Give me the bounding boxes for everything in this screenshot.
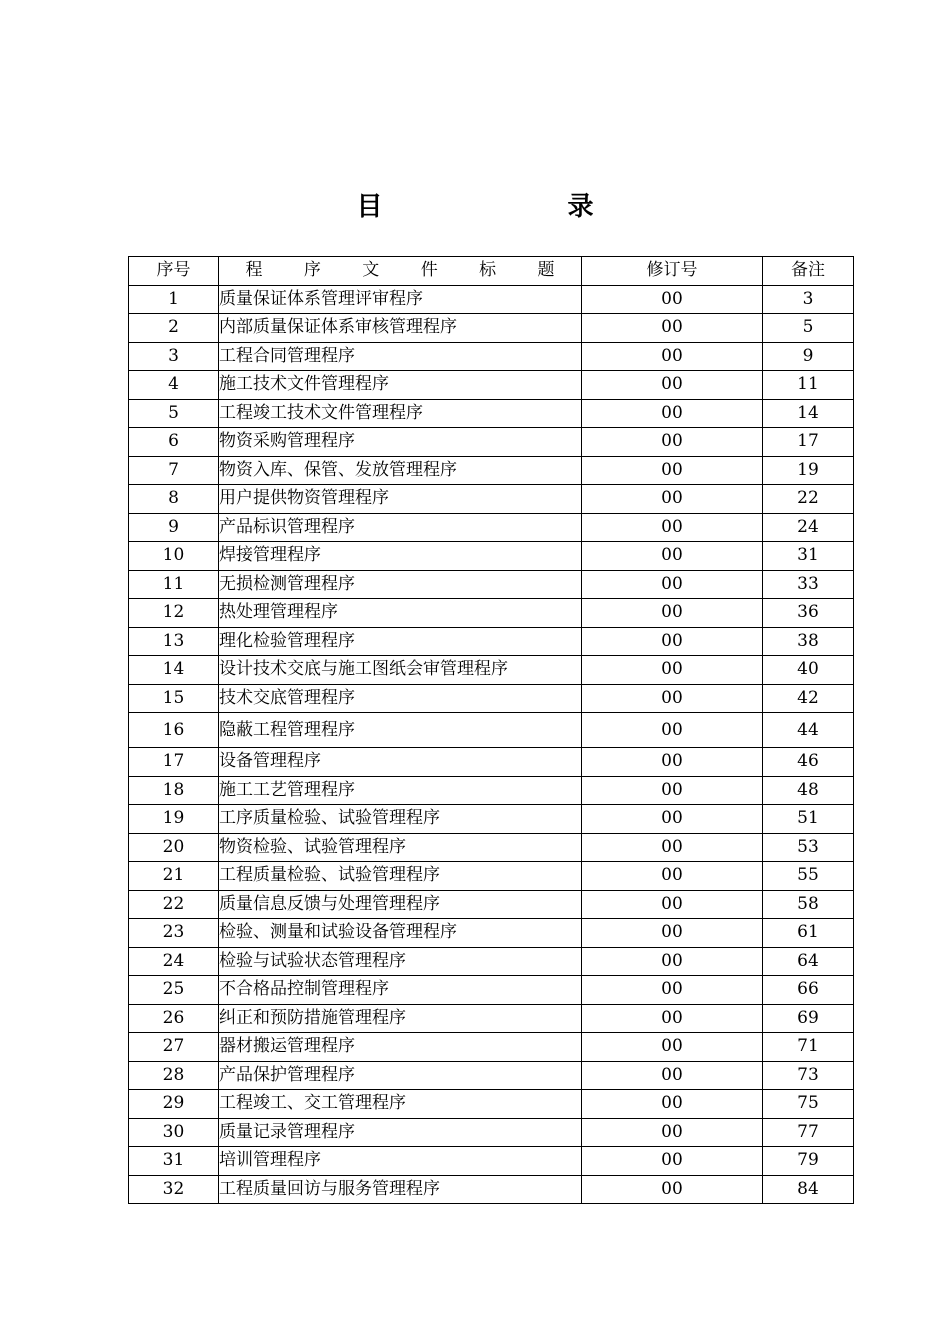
row-note: 48	[763, 776, 854, 805]
table-header-row	[129, 257, 854, 286]
row-revision: 00	[582, 570, 763, 599]
table-row	[129, 399, 854, 428]
row-note: 33	[763, 570, 854, 599]
table-row	[129, 684, 854, 713]
row-title: 质量记录管理程序	[219, 1118, 582, 1147]
row-revision: 00	[582, 684, 763, 713]
row-number: 6	[129, 428, 219, 457]
row-revision: 00	[582, 1004, 763, 1033]
row-number: 18	[129, 776, 219, 805]
row-note: 42	[763, 684, 854, 713]
row-note: 79	[763, 1147, 854, 1176]
row-title: 产品标识管理程序	[219, 513, 582, 542]
row-revision: 00	[582, 1175, 763, 1204]
row-number: 3	[129, 342, 219, 371]
table-row	[129, 748, 854, 777]
table-row	[129, 776, 854, 805]
row-number: 17	[129, 748, 219, 777]
row-number: 31	[129, 1147, 219, 1176]
table-row	[129, 314, 854, 343]
table-row	[129, 1061, 854, 1090]
row-title: 产品保护管理程序	[219, 1061, 582, 1090]
row-title: 焊接管理程序	[219, 542, 582, 571]
row-revision: 00	[582, 1033, 763, 1062]
row-note: 5	[763, 314, 854, 343]
row-number: 28	[129, 1061, 219, 1090]
row-number: 30	[129, 1118, 219, 1147]
row-note: 22	[763, 485, 854, 514]
row-note: 61	[763, 919, 854, 948]
row-title: 工序质量检验、试验管理程序	[219, 805, 582, 834]
row-title: 质量信息反馈与处理管理程序	[219, 890, 582, 919]
row-note: 11	[763, 371, 854, 400]
row-revision: 00	[582, 713, 763, 748]
row-number: 32	[129, 1175, 219, 1204]
row-title: 纠正和预防措施管理程序	[219, 1004, 582, 1033]
row-revision: 00	[582, 1090, 763, 1119]
table-row	[129, 947, 854, 976]
table-row	[129, 542, 854, 571]
toc-table	[128, 256, 854, 1204]
row-title: 物资采购管理程序	[219, 428, 582, 457]
row-number: 8	[129, 485, 219, 514]
row-note: 24	[763, 513, 854, 542]
row-revision: 00	[582, 1147, 763, 1176]
row-title: 物资检验、试验管理程序	[219, 833, 582, 862]
row-number: 27	[129, 1033, 219, 1062]
row-note: 64	[763, 947, 854, 976]
row-revision: 00	[582, 371, 763, 400]
row-note: 71	[763, 1033, 854, 1062]
row-title: 检验与试验状态管理程序	[219, 947, 582, 976]
row-note: 66	[763, 976, 854, 1005]
row-revision: 00	[582, 399, 763, 428]
row-note: 77	[763, 1118, 854, 1147]
row-number: 2	[129, 314, 219, 343]
row-revision: 00	[582, 947, 763, 976]
row-note: 3	[763, 285, 854, 314]
table-row	[129, 428, 854, 457]
table-row	[129, 570, 854, 599]
table-row	[129, 1118, 854, 1147]
table-row	[129, 513, 854, 542]
row-note: 46	[763, 748, 854, 777]
toc-body	[129, 285, 854, 1204]
row-note: 9	[763, 342, 854, 371]
row-title: 设计技术交底与施工图纸会审管理程序	[219, 656, 582, 685]
row-number: 19	[129, 805, 219, 834]
table-row	[129, 890, 854, 919]
table-row	[129, 627, 854, 656]
row-number: 1	[129, 285, 219, 314]
row-revision: 00	[582, 627, 763, 656]
row-note: 73	[763, 1061, 854, 1090]
row-number: 11	[129, 570, 219, 599]
table-row	[129, 285, 854, 314]
row-number: 10	[129, 542, 219, 571]
row-revision: 00	[582, 833, 763, 862]
row-revision: 00	[582, 285, 763, 314]
table-row	[129, 919, 854, 948]
row-note: 40	[763, 656, 854, 685]
row-number: 15	[129, 684, 219, 713]
table-row	[129, 456, 854, 485]
row-note: 69	[763, 1004, 854, 1033]
row-title: 工程竣工、交工管理程序	[219, 1090, 582, 1119]
row-number: 9	[129, 513, 219, 542]
row-title: 设备管理程序	[219, 748, 582, 777]
row-title: 理化检验管理程序	[219, 627, 582, 656]
table-row	[129, 833, 854, 862]
row-title: 施工技术文件管理程序	[219, 371, 582, 400]
row-number: 23	[129, 919, 219, 948]
row-number: 24	[129, 947, 219, 976]
row-number: 29	[129, 1090, 219, 1119]
row-revision: 00	[582, 1061, 763, 1090]
table-row	[129, 342, 854, 371]
row-revision: 00	[582, 314, 763, 343]
row-note: 17	[763, 428, 854, 457]
header-revision: 修订号	[582, 257, 763, 286]
row-title: 施工工艺管理程序	[219, 776, 582, 805]
row-number: 20	[129, 833, 219, 862]
row-revision: 00	[582, 976, 763, 1005]
row-revision: 00	[582, 656, 763, 685]
row-title: 物资入库、保管、发放管理程序	[219, 456, 582, 485]
row-revision: 00	[582, 776, 763, 805]
row-revision: 00	[582, 542, 763, 571]
row-number: 21	[129, 862, 219, 891]
page-title: 目 录	[356, 192, 682, 222]
row-note: 84	[763, 1175, 854, 1204]
row-number: 7	[129, 456, 219, 485]
row-title: 不合格品控制管理程序	[219, 976, 582, 1005]
row-number: 22	[129, 890, 219, 919]
row-number: 12	[129, 599, 219, 628]
table-row	[129, 976, 854, 1005]
table-row	[129, 1147, 854, 1176]
row-title: 工程合同管理程序	[219, 342, 582, 371]
row-note: 53	[763, 833, 854, 862]
row-note: 75	[763, 1090, 854, 1119]
table-row	[129, 599, 854, 628]
row-title: 工程质量回访与服务管理程序	[219, 1175, 582, 1204]
row-number: 26	[129, 1004, 219, 1033]
row-revision: 00	[582, 1118, 763, 1147]
row-note: 19	[763, 456, 854, 485]
row-title: 质量保证体系管理评审程序	[219, 285, 582, 314]
row-title: 工程竣工技术文件管理程序	[219, 399, 582, 428]
row-title: 热处理管理程序	[219, 599, 582, 628]
table-row	[129, 1090, 854, 1119]
row-number: 16	[129, 713, 219, 748]
row-note: 58	[763, 890, 854, 919]
row-revision: 00	[582, 513, 763, 542]
row-note: 44	[763, 713, 854, 748]
row-revision: 00	[582, 862, 763, 891]
row-note: 55	[763, 862, 854, 891]
row-revision: 00	[582, 890, 763, 919]
row-note: 31	[763, 542, 854, 571]
row-revision: 00	[582, 748, 763, 777]
row-title: 用户提供物资管理程序	[219, 485, 582, 514]
row-note: 36	[763, 599, 854, 628]
row-title: 内部质量保证体系审核管理程序	[219, 314, 582, 343]
table-row	[129, 1175, 854, 1204]
table-row	[129, 805, 854, 834]
row-number: 14	[129, 656, 219, 685]
row-revision: 00	[582, 342, 763, 371]
row-title: 工程质量检验、试验管理程序	[219, 862, 582, 891]
table-row	[129, 485, 854, 514]
table-row	[129, 862, 854, 891]
row-title: 隐蔽工程管理程序	[219, 713, 582, 748]
row-revision: 00	[582, 599, 763, 628]
table-row	[129, 371, 854, 400]
table-row	[129, 1033, 854, 1062]
row-number: 5	[129, 399, 219, 428]
row-note: 38	[763, 627, 854, 656]
row-revision: 00	[582, 919, 763, 948]
header-note: 备注	[763, 257, 854, 286]
row-number: 4	[129, 371, 219, 400]
header-title: 程 序 文 件 标 题	[219, 257, 582, 286]
row-note: 14	[763, 399, 854, 428]
row-revision: 00	[582, 428, 763, 457]
row-note: 51	[763, 805, 854, 834]
row-title: 检验、测量和试验设备管理程序	[219, 919, 582, 948]
row-revision: 00	[582, 456, 763, 485]
row-title: 技术交底管理程序	[219, 684, 582, 713]
header-no: 序号	[129, 257, 219, 286]
row-number: 25	[129, 976, 219, 1005]
row-revision: 00	[582, 485, 763, 514]
row-title: 无损检测管理程序	[219, 570, 582, 599]
row-revision: 00	[582, 805, 763, 834]
row-number: 13	[129, 627, 219, 656]
table-row	[129, 656, 854, 685]
row-title: 培训管理程序	[219, 1147, 582, 1176]
row-title: 器材搬运管理程序	[219, 1033, 582, 1062]
table-row	[129, 1004, 854, 1033]
table-row	[129, 713, 854, 748]
